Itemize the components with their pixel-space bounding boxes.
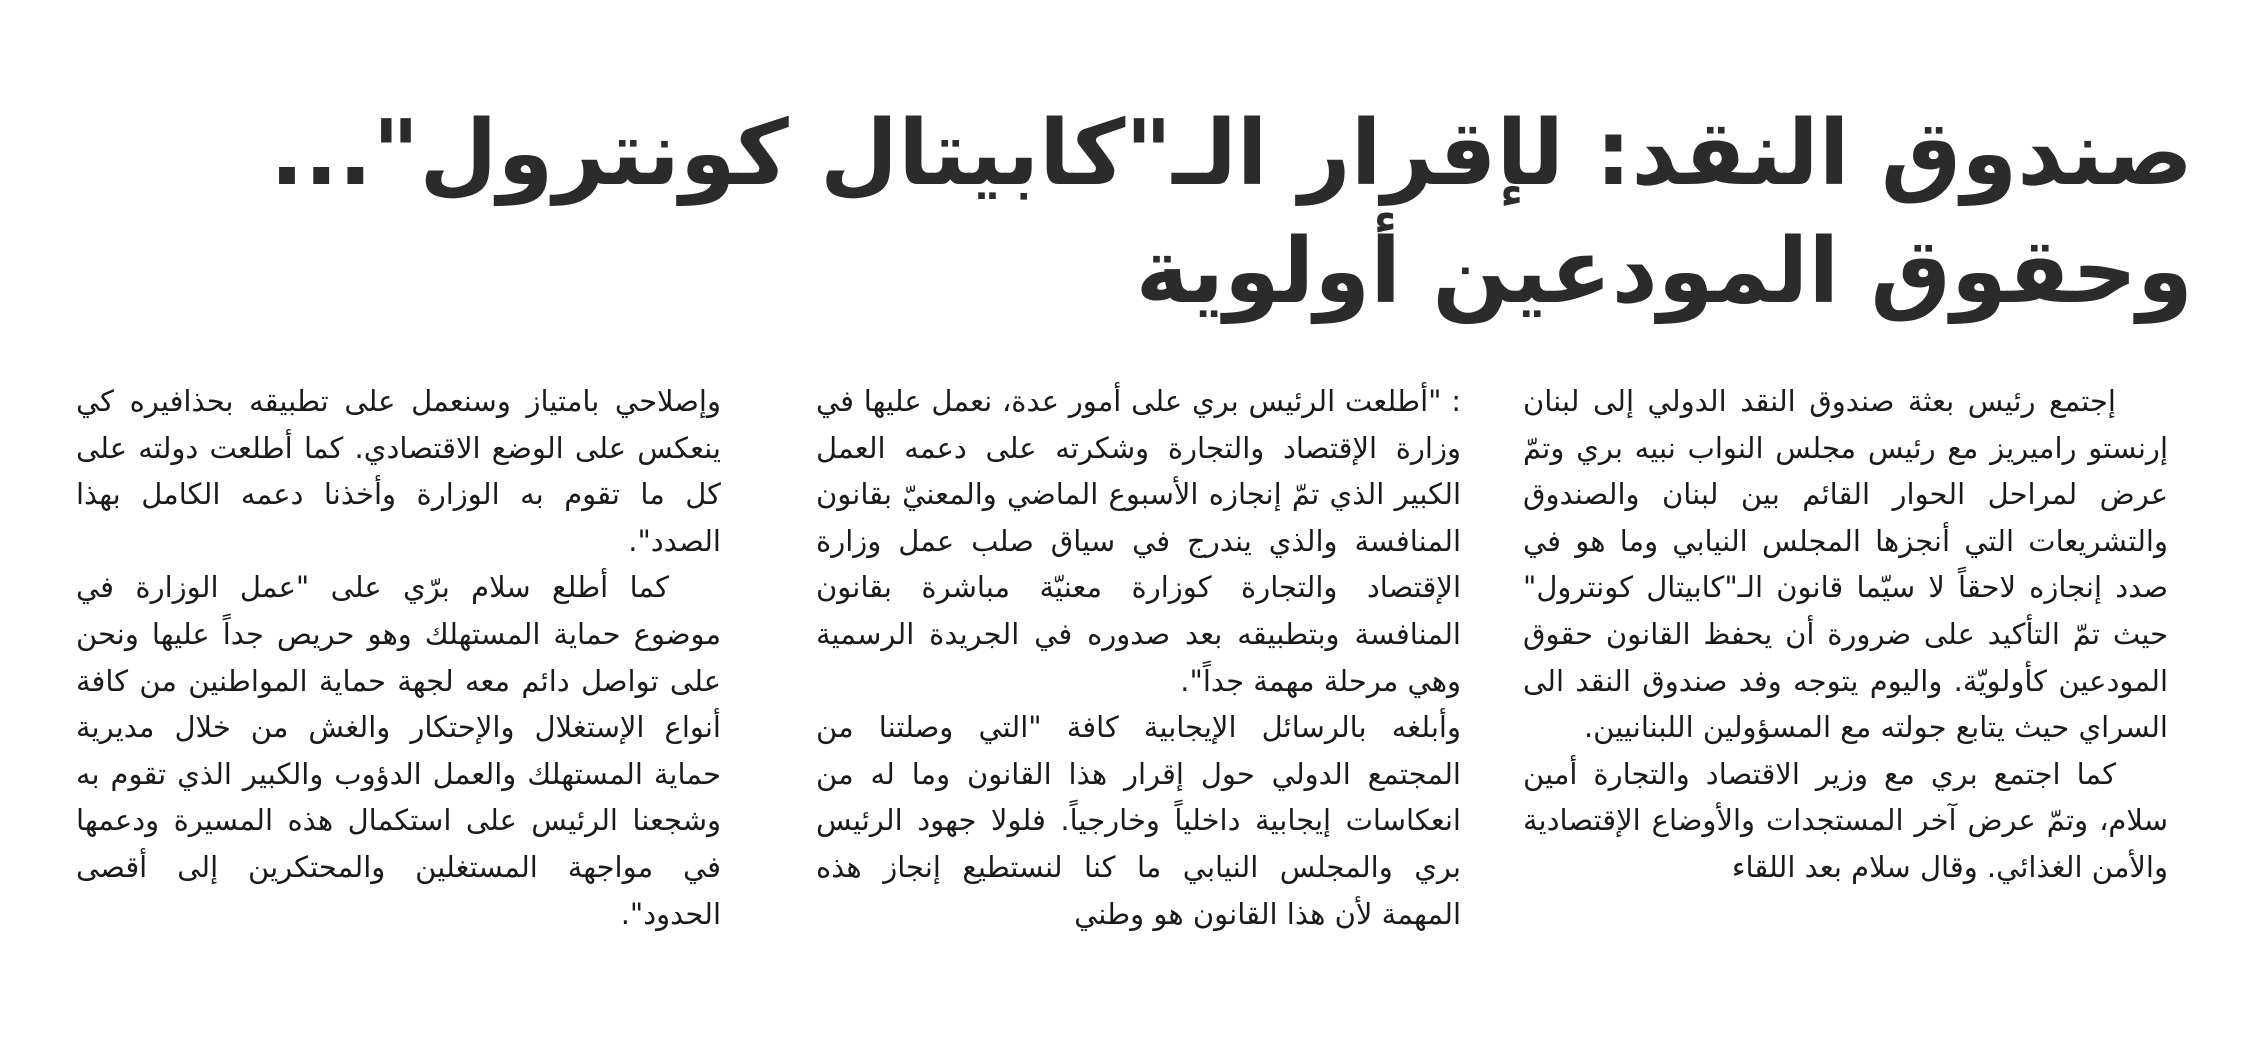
- column-1-paragraph-2: كما اجتمع بري مع وزير الاقتصاد والتجارة أمين سلام، وتمّ عرض آخر المستجدات والأوضاع الإقتصادية والأمن الغذائي. وقال سلام بعد اللقاء: [1523, 756, 2168, 884]
- column-2-paragraph-2: وأبلغه بالرسائل الإيجابية كافة "التي وصلتنا من المجتمع الدولي حول إقرار هذا القانون وما له من انعكاسات إيجابية داخلياً وخارجياً. فلولا جهود الرئيس بري والمجلس النيابي ما كنا لنستطيع إنجاز هذه المهمة لأن هذا القانون هو وطني: [816, 710, 1461, 931]
- headline-line-1: صندوق النقد: لإقرار الـ"كابيتال كونترول"...: [269, 101, 2193, 206]
- headline-line-2: وحقوق المودعين أولوية: [1135, 219, 2193, 324]
- article-column-3: [76, 378, 721, 937]
- column-2-paragraph-1: : "أطلعت الرئيس بري على أمور عدة، نعمل عليها في وزارة الإقتصاد والتجارة وشكرته على دعمه العمل الكبير الذي تمّ إنجازه الأسبوع الماضي والمعنيّ بقانون المنافسة والذي يندرج في سياق صلب عمل وزارة الإقتصاد والتجارة كوزارة معنيّة مباشرة بقانون المنافسة وبتطبيقه بعد صدوره في الجريدة الرسمية وهي مرحلة مهمة جداً".: [816, 384, 1461, 698]
- article-column-2: [816, 378, 1461, 937]
- article-headline: [269, 95, 2193, 331]
- article-column-1: [1523, 378, 2168, 891]
- column-1-paragraph-1: إجتمع رئيس بعثة صندوق النقد الدولي إلى لبنان إرنستو راميريز مع رئيس مجلس النواب نبيه بري وتمّ عرض لمراحل الحوار القائم بين لبنان والصندوق والتشريعات التي أنجزها المجلس النيابي وما هو في صدد إنجازه لاحقاً لا سيّما قانون الـ"كابيتال كونترول" حيث تمّ التأكيد على ضرورة أن يحفظ القانون حقوق المودعين كأولويّة. واليوم يتوجه وفد صندوق النقد الى السراي حيث يتابع جولته مع المسؤولين اللبنانيين.: [1523, 384, 2168, 745]
- column-3-paragraph-1: وإصلاحي بامتياز وسنعمل على تطبيقه بحذافيره كي ينعكس على الوضع الاقتصادي. كما أطلعت دولته على كل ما تقوم به الوزارة وأخذنا دعمه الكامل بهذا الصدد".: [76, 384, 721, 558]
- column-3-paragraph-2: كما أطلع سلام برّي على "عمل الوزارة في موضوع حماية المستهلك وهو حريص جداً عليها ونحن على تواصل دائم معه لجهة حماية المواطنين من كافة أنواع الإستغلال والإحتكار والغش من خلال مديرية حماية المستهلك والعمل الدؤوب والكبير الذي تقوم به وشجعنا الرئيس على استكمال هذه المسيرة ودعمها في مواجهة المستغلين والمحتكرين إلى أقصى الحدود".: [76, 570, 721, 931]
